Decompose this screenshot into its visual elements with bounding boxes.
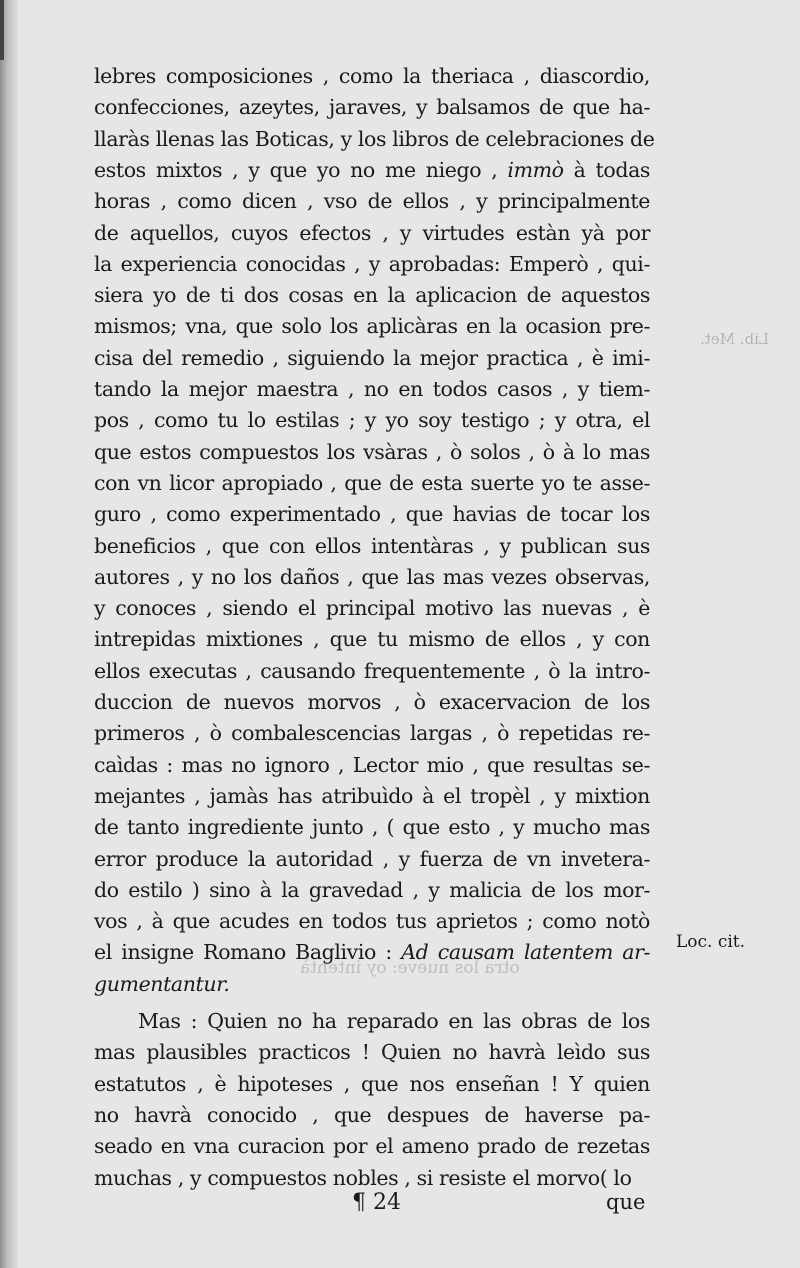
text-line: estatutos , è hipoteses , que nos enseñan ! Y quien (94, 1071, 650, 1096)
text-line: confecciones, azeytes, jaraves, y balsamos de que ha- (94, 95, 650, 120)
text-line: horas , como dicen , vso de ellos , y principalmente (94, 189, 650, 214)
text-line: y conoces , siendo el principal motivo las nuevas , è (94, 596, 650, 621)
text-line: error produce la autoridad , y fuerza de vn invetera- (94, 846, 650, 871)
marginal-citation: Loc. cit. (676, 932, 746, 952)
text-line: mejantes , jamàs has atribuìdo à el tropèl , y mixtion (94, 783, 650, 808)
text-line: el insigne Romano Baglivio : Ad causam latentem ar- (94, 940, 651, 965)
latin-quote: Ad causam latentem ar- (401, 940, 651, 965)
text-line: que estos compuestos los vsàras , ò solos , ò à lo mas (94, 439, 650, 464)
text-line: caìdas : mas no ignoro , Lector mio , que resultas se- (94, 752, 650, 777)
text-line: duccion de nuevos morvos , ò exacervacion de los (94, 690, 650, 714)
latin-quote: gumentantur. (94, 971, 230, 996)
bleed-through-margin-text: Lib. Met. (700, 330, 769, 348)
text-line: la experiencia conocidas , y aprobadas: Emperò , qui- (94, 251, 650, 276)
text-line: tando la mejor maestra , no en todos casos , y tiem- (94, 377, 650, 401)
page-edge-mark (0, 0, 4, 60)
text-line: estos mixtos , y que yo no me niego , immò à todas (94, 157, 651, 182)
text-line: con vn licor apropiado , que de esta suerte yo te asse- (94, 470, 650, 495)
catchword: que (606, 1190, 646, 1214)
bleed-through-body-text: otra los nueve: oy intentà (300, 958, 520, 978)
text-line: lebres composiciones , como la theriaca , diascordio, (94, 64, 650, 88)
text-line: Mas : Quien no ha reparado en las obras de los (138, 1009, 650, 1033)
text-line: de tanto ingrediente junto , ( que esto , y mucho mas (94, 815, 650, 840)
text-line: mas plausibles practicos ! Quien no havrà leìdo sus (94, 1040, 650, 1065)
text-line: mismos; vna, que solo los aplicàras en la ocasion pre- (94, 314, 650, 339)
text-line (94, 972, 650, 1003)
latin-word: immò (507, 157, 564, 182)
text-line: cisa del remedio , siguiendo la mejor practica , è imi- (94, 345, 650, 370)
text-line: siera yo de ti dos cosas en la aplicacion de aquestos (94, 283, 650, 308)
text-line: beneficios , que con ellos intentàras , y publican sus (94, 533, 650, 558)
text-line: de aquellos, cuyos efectos , y virtudes estàn yà por (94, 220, 650, 245)
signature-mark: ¶ 24 (352, 1190, 401, 1215)
text-line: autores , y no los daños , que las mas vezes observas, (94, 564, 650, 589)
text-line: primeros , ò combalescencias largas , ò repetidas re- (94, 721, 650, 746)
text-line: no havrà conocido , que despues de haverse pa- (94, 1102, 650, 1127)
text-line: intrepidas mixtiones , que tu mismo de ellos , y con (94, 627, 650, 652)
text-line: seado en vna curacion por el ameno prado de rezetas (94, 1134, 650, 1159)
text-line: guro , como experimentado , que havias de tocar los (94, 502, 650, 527)
text-line: vos , à que acudes en todos tus aprietos ; como notò (94, 909, 650, 934)
text-line: pos , como tu lo estilas ; y yo soy testigo ; y otra, el (94, 408, 650, 433)
page-gutter-shadow (0, 0, 18, 1268)
text-line: do estilo ) sino à la gravedad , y malicia de los mor- (94, 877, 650, 902)
text-line: muchas , y compuestos nobles , si resiste el morvo( lo (94, 1165, 632, 1190)
text-line: ellos executas , causando frequentemente , ò la intro- (94, 658, 650, 683)
text-line: llaràs llenas las Boticas, y los libros de celebraciones de (94, 126, 655, 151)
